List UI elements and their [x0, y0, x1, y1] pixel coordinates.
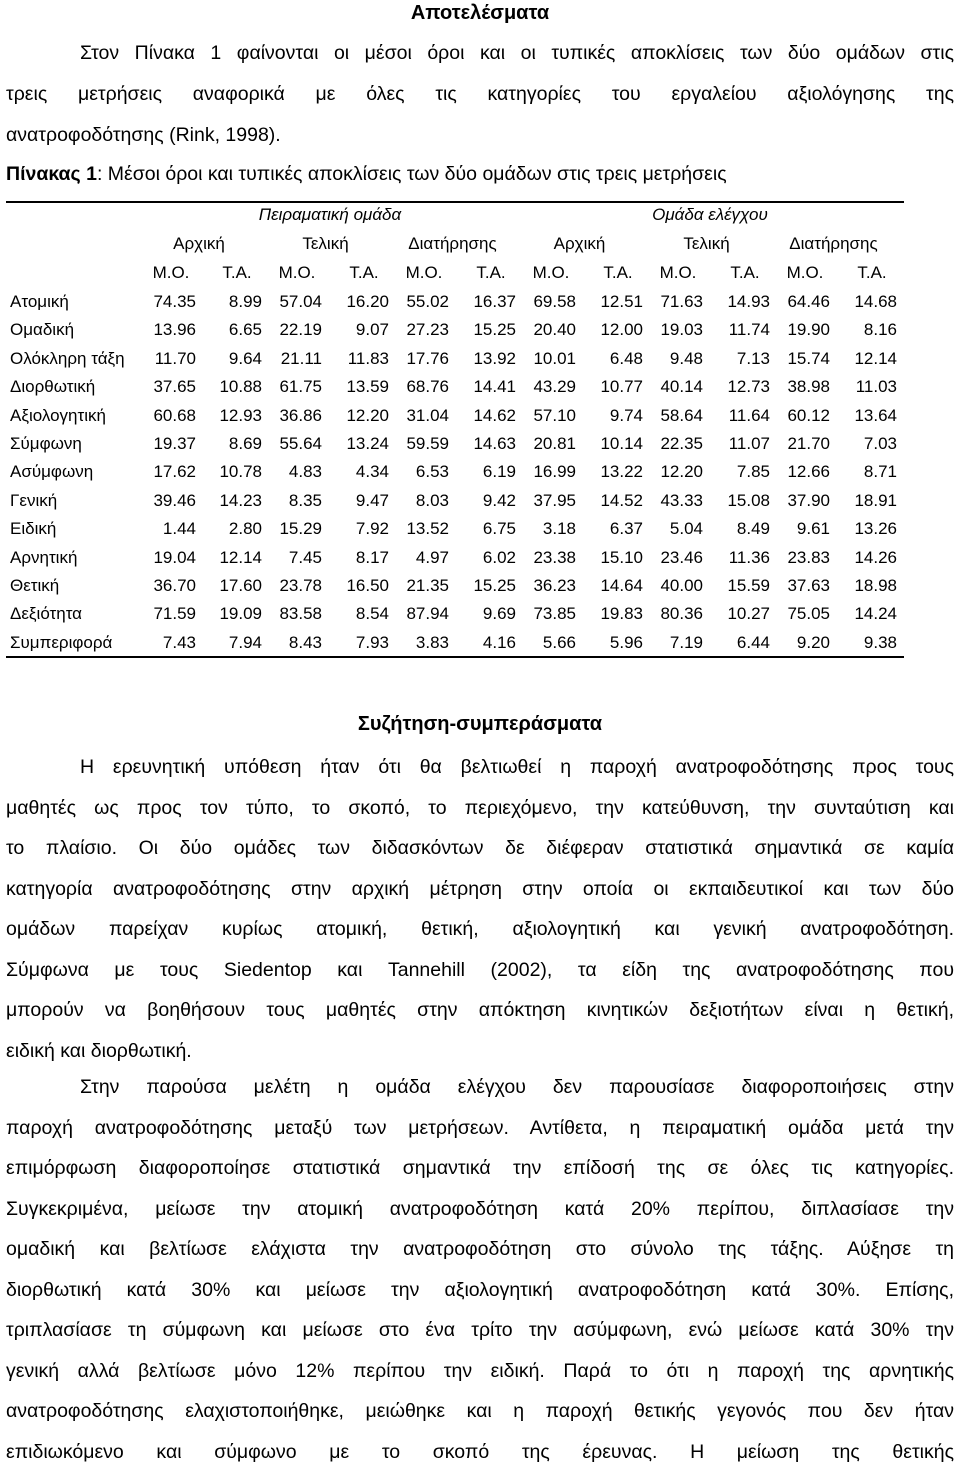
- table-cell: 16.99: [533, 462, 576, 482]
- table-cell: 6.19: [482, 462, 516, 482]
- table-top-rule: [6, 201, 904, 203]
- stat-header: Τ.Α.: [349, 263, 379, 282]
- phase-header: Τελική: [302, 234, 349, 253]
- table-cell: 18.91: [854, 490, 897, 510]
- table-cell: 38.98: [787, 377, 830, 397]
- table-cell: 9.07: [355, 320, 389, 340]
- table-cell: 37.95: [533, 490, 576, 510]
- table-cell: 4.97: [415, 547, 449, 567]
- table-cell: 12.93: [219, 405, 262, 425]
- table-cell: 60.68: [153, 405, 196, 425]
- discussion-p1-line: το πλαίσιο. Οι δύο ομάδες των διδασκόντων δε διέφεραν στατιστικά σημαντικά σε καμία: [6, 837, 954, 859]
- table-cell: 7.03: [863, 434, 897, 453]
- table-cell: 36.23: [533, 576, 576, 595]
- table-cell: 8.99: [228, 292, 262, 311]
- table-cell: 10.14: [600, 434, 643, 453]
- table-cell: 9.47: [355, 490, 389, 510]
- table-cell: 19.03: [660, 320, 703, 340]
- table-cell: 6.53: [415, 462, 449, 482]
- table-cell: 43.29: [533, 377, 576, 397]
- table-cell: 10.88: [219, 377, 262, 397]
- table-cell: 9.69: [482, 604, 516, 624]
- intro-line: τρεις μετρήσεις αναφορικά με όλες τις κατηγορίες του εργαλείου αξιολόγησης της: [6, 83, 954, 105]
- table-cell: 21.35: [406, 576, 449, 595]
- table-cell: 15.29: [279, 519, 322, 539]
- table-cell: 12.20: [346, 405, 389, 425]
- table-cell: 22.19: [279, 320, 322, 340]
- table-cell: 73.85: [533, 604, 576, 624]
- table-cell: 68.76: [406, 377, 449, 397]
- phase-header: Αρχική: [173, 234, 225, 253]
- discussion-p2-line: παροχή ανατροφοδότησης μεταξύ των μετρήσεων. Αντίθετα, η πειραματική ομάδα μετά την: [6, 1116, 954, 1139]
- table-cell: 8.69: [228, 434, 262, 453]
- discussion-p1-line: ειδική και διορθωτική.: [6, 1039, 192, 1062]
- row-label: Αξιολογητική: [10, 405, 106, 425]
- table-cell: 21.70: [787, 434, 830, 453]
- intro-line: Στον Πίνακα 1 φαίνονται οι μέσοι όροι και οι τυπικές αποκλίσεις των δύο ομάδων στις: [80, 42, 954, 64]
- table-cell: 59.59: [406, 434, 449, 453]
- discussion-p1-line: κατηγορία ανατροφοδότησης στην αρχική μέτρηση στην οποία οι εκπαιδευτικοί και των δύο: [6, 877, 954, 900]
- table-cell: 13.92: [473, 348, 516, 368]
- table-cell: 22.35: [660, 434, 703, 453]
- discussion-p2-line: ομαδική και βελτίωσε ελάχιστα την ανατροφοδότηση στο σύνολο της τάξης. Αύξησε τη: [6, 1238, 954, 1260]
- row-label: Δεξιότητα: [10, 604, 83, 624]
- phase-header: Αρχική: [553, 234, 606, 253]
- table-cell: 16.20: [346, 292, 389, 311]
- table-cell: 14.26: [854, 547, 897, 567]
- table-cell: 13.22: [600, 462, 643, 482]
- table-cell: 19.04: [153, 547, 196, 567]
- table-cell: 8.54: [355, 604, 389, 624]
- table-cell: 15.74: [787, 348, 830, 368]
- table-cell: 61.75: [279, 377, 322, 397]
- discussion-p1-line: μπορούν να βοηθήσουν τους μαθητές στην απόκτηση κινητικών δεξιοτήτων είναι η θετική,: [6, 999, 954, 1021]
- discussion-p1-line: ομάδων παρείχαν κυρίως ατομική, θετική, αξιολογητική και γενική ανατροφοδότηση.: [6, 918, 954, 940]
- table-cell: 15.10: [600, 547, 643, 567]
- table-cell: 11.70: [154, 348, 196, 368]
- discussion-p2-line: Στην παρούσα μελέτη η ομάδα ελέγχου δεν παρουσίασε διαφοροποιήσεις στην: [80, 1076, 954, 1098]
- table-cell: 6.75: [482, 519, 516, 539]
- stat-header: Μ.Ο.: [659, 263, 697, 282]
- table-cell: 6.48: [609, 348, 643, 368]
- table-cell: 12.20: [660, 462, 703, 482]
- table-cell: 9.61: [796, 519, 830, 539]
- row-label: Συμπεριφορά: [10, 632, 113, 652]
- table-cell: 16.37: [473, 292, 516, 311]
- table-cell: 19.90: [787, 320, 830, 340]
- table-cell: 11.36: [728, 547, 770, 567]
- table-cell: 8.16: [863, 320, 897, 340]
- discussion-title: Συζήτηση-συμπεράσματα: [357, 713, 603, 735]
- table-cell: 14.52: [600, 490, 643, 510]
- discussion-p2-line: Συγκεκριμένα, μείωσε την ατομική ανατροφοδότηση κατά 20% περίπου, διπλασίασε την: [6, 1197, 954, 1220]
- discussion-p2-line: ανατροφοδότησης ελαχιστοποιήθηκε, μειώθηκε και η παροχή θετικής γεγονός που δεν ήταν: [6, 1400, 954, 1422]
- table-cell: 15.59: [727, 576, 770, 595]
- table-cell: 80.36: [660, 604, 703, 624]
- table-cell: 2.80: [228, 519, 262, 539]
- table-cell: 1.44: [162, 519, 196, 539]
- row-label: Ομαδική: [10, 320, 75, 340]
- table-cell: 8.71: [863, 462, 897, 482]
- table-cell: 17.76: [406, 348, 449, 368]
- table-cell: 10.27: [727, 604, 770, 624]
- stat-header: Τ.Α.: [222, 263, 252, 282]
- table-cell: 17.60: [219, 576, 262, 595]
- table-cell: 19.83: [600, 604, 643, 624]
- table-cell: 37.65: [153, 377, 196, 397]
- table-cell: 9.42: [482, 490, 516, 510]
- table-cell: 8.17: [355, 547, 389, 567]
- row-label: Γενική: [10, 490, 58, 510]
- table-cell: 71.59: [153, 604, 196, 624]
- table-cell: 9.20: [796, 632, 830, 652]
- table-cell: 19.37: [153, 434, 196, 453]
- table-cell: 4.16: [482, 632, 516, 652]
- table-cell: 57.10: [533, 405, 576, 425]
- discussion-p1-line: Η ερευνητική υπόθεση ήταν ότι θα βελτιωθεί η παροχή ανατροφοδότησης προς τους: [80, 756, 954, 778]
- discussion-p2-line: επιδιωκόμενο και σύμφωνο με το σκοπό της έρευνας. Η μείωση της θετικής: [6, 1440, 954, 1463]
- table-cell: 23.78: [279, 576, 322, 595]
- table-cell: 11.74: [728, 320, 770, 340]
- table-cell: 14.23: [219, 490, 262, 510]
- table-cell: 9.48: [669, 348, 703, 368]
- table-cell: 8.43: [288, 632, 322, 652]
- table-cell: 7.92: [355, 519, 389, 539]
- table-cell: 17.62: [153, 462, 196, 482]
- table-cell: 13.64: [854, 405, 897, 425]
- phase-header: Διατήρησης: [408, 234, 497, 253]
- table-cell: 13.96: [153, 320, 196, 340]
- discussion-p2-line: γενική αλλά βελτίωσε μόνο 12% περίπου την ειδική. Παρά το ότι η παροχή της αρνητικής: [6, 1359, 954, 1382]
- row-label: Θετική: [10, 576, 60, 595]
- table-cell: 9.38: [863, 632, 897, 652]
- table-cell: 12.66: [787, 462, 830, 482]
- stat-header: Μ.Ο.: [405, 263, 443, 282]
- table-cell: 64.46: [787, 292, 830, 311]
- table-cell: 12.51: [600, 292, 643, 311]
- table-cell: 14.68: [854, 292, 897, 311]
- table-cell: 15.25: [473, 320, 516, 340]
- table-cell: 12.00: [600, 320, 643, 340]
- table-cell: 14.63: [473, 434, 516, 453]
- table-cell: 18.98: [854, 576, 897, 595]
- table-cell: 5.04: [669, 519, 703, 539]
- table-cell: 6.02: [482, 547, 516, 567]
- row-label: Σύμφωνη: [10, 434, 82, 453]
- table-cell: 55.02: [406, 292, 449, 311]
- table-cell: 14.41: [473, 377, 516, 397]
- table-cell: 36.70: [153, 576, 196, 595]
- results-title: Αποτελέσματα: [410, 2, 550, 24]
- row-label: Διορθωτική: [10, 377, 96, 397]
- table-cell: 11.03: [855, 377, 897, 397]
- phase-header: Διατήρησης: [789, 234, 878, 253]
- table-cell: 16.50: [346, 576, 389, 595]
- group-header-control: Ομάδα ελέγχου: [652, 205, 768, 224]
- group-header-experimental: Πειραματική ομάδα: [258, 205, 402, 224]
- table-cell: 23.38: [533, 547, 576, 567]
- table-cell: 11.64: [728, 405, 770, 425]
- table-cell: 69.58: [533, 292, 576, 311]
- table-cell: 75.05: [787, 604, 830, 624]
- table-caption: [6, 160, 954, 188]
- table-cell: 57.04: [279, 292, 322, 311]
- table-cell: 7.94: [228, 632, 262, 652]
- table-cell: 9.64: [228, 348, 262, 368]
- table-cell: 15.25: [473, 576, 516, 595]
- table-caption-label: Πίνακας 1: [6, 163, 97, 185]
- table-cell: 8.35: [288, 490, 322, 510]
- table-cell: 39.46: [153, 490, 196, 510]
- table-cell: 40.00: [660, 576, 703, 595]
- stat-header: Μ.Ο.: [152, 263, 190, 282]
- stat-header: Τ.Α.: [857, 263, 887, 282]
- intro-line: ανατροφοδότησης (Rink, 1998).: [6, 124, 281, 146]
- table-cell: 13.24: [346, 434, 389, 453]
- discussion-p2-line: διορθωτική κατά 30% και μείωσε την αξιολογητική ανατροφοδότηση κατά 30%. Επίσης,: [6, 1278, 954, 1301]
- table-cell: 7.45: [288, 547, 322, 567]
- table-cell: 10.78: [219, 462, 262, 482]
- table-cell: 7.85: [736, 462, 770, 482]
- table-cell: 6.37: [609, 519, 643, 539]
- table-cell: 14.62: [473, 405, 516, 425]
- table-cell: 12.14: [219, 547, 262, 567]
- table-cell: 58.64: [660, 405, 703, 425]
- row-label: Ειδική: [10, 519, 57, 539]
- discussion-p2-line: επιμόρφωση διαφοροποίησε στατιστικά σημαντικά την επίδοσή της σε όλες τις κατηγορίες.: [6, 1157, 954, 1179]
- table-cell: 5.96: [609, 632, 643, 652]
- table-bottom-rule: [6, 656, 904, 658]
- row-label: Ολόκληρη τάξη: [10, 348, 125, 368]
- table-cell: 7.43: [162, 632, 196, 652]
- table-cell: 19.09: [219, 604, 262, 624]
- table-cell: 11.83: [347, 348, 389, 368]
- table-cell: 7.13: [736, 348, 770, 368]
- table-cell: 40.14: [660, 377, 703, 397]
- table-cell: 14.64: [600, 576, 643, 595]
- stat-header: Τ.Α.: [603, 263, 633, 282]
- table-cell: 6.65: [228, 320, 262, 340]
- stat-header: Μ.Ο.: [278, 263, 316, 282]
- table-cell: 4.83: [288, 462, 322, 482]
- table-cell: 5.66: [542, 632, 576, 652]
- table-cell: 10.01: [533, 348, 576, 368]
- table-cell: 13.59: [346, 377, 389, 397]
- table-cell: 13.52: [406, 519, 449, 539]
- discussion-p1-line: μαθητές ως προς τον τύπο, το σκοπό, το περιεχόμενο, την κατεύθυνση, την συνταύτιση και: [6, 796, 954, 819]
- table-cell: 21.11: [280, 348, 322, 368]
- table-cell: 43.33: [660, 490, 703, 510]
- table-cell: 3.18: [542, 519, 576, 539]
- row-label: Αρνητική: [10, 547, 78, 567]
- table-cell: 27.23: [406, 320, 449, 340]
- stat-header: Μ.Ο.: [786, 263, 824, 282]
- table-cell: 14.24: [854, 604, 897, 624]
- table-cell: 71.63: [660, 292, 703, 311]
- table-cell: 7.93: [355, 632, 389, 652]
- discussion-p2-line: τριπλασίασε τη σύμφωνη και μείωσε στο ένα τρίτο την ασύμφωνη, ενώ μείωσε κατά 30% την: [6, 1319, 954, 1341]
- table-cell: 12.14: [854, 348, 897, 368]
- table-cell: 36.86: [279, 405, 322, 425]
- table-cell: 9.74: [609, 405, 643, 425]
- stat-header: Μ.Ο.: [532, 263, 570, 282]
- row-label: Ασύμφωνη: [10, 462, 94, 482]
- table-cell: 20.40: [533, 320, 576, 340]
- discussion-p1-line: Σύμφωνα με τους Siedentop και Tannehill (2002), τα είδη της ανατροφοδότησης που: [6, 958, 954, 981]
- table-cell: 3.83: [415, 632, 449, 652]
- table-cell: 13.26: [854, 519, 897, 539]
- table-cell: 10.77: [600, 377, 643, 397]
- stat-header: Τ.Α.: [476, 263, 506, 282]
- table-cell: 31.04: [406, 405, 449, 425]
- table-cell: 74.35: [153, 292, 196, 311]
- phase-header: Τελική: [683, 234, 730, 253]
- table-cell: 14.93: [727, 292, 770, 311]
- stat-header: Τ.Α.: [730, 263, 760, 282]
- table-cell: 23.83: [787, 547, 830, 567]
- table-cell: 8.03: [415, 490, 449, 510]
- table-cell: 20.81: [533, 434, 576, 453]
- table-cell: 60.12: [787, 405, 830, 425]
- table-cell: 12.73: [727, 377, 770, 397]
- table-cell: 37.63: [787, 576, 830, 595]
- table-cell: 83.58: [279, 604, 322, 624]
- table-cell: 6.44: [736, 632, 770, 652]
- table-cell: 11.07: [728, 434, 770, 453]
- table-cell: 23.46: [660, 547, 703, 567]
- table-caption-text: : Μέσοι όροι και τυπικές αποκλίσεις των δύο ομάδων στις τρεις μετρήσεις: [96, 163, 727, 185]
- table-cell: 8.49: [736, 519, 770, 539]
- table-cell: 15.08: [727, 490, 770, 510]
- table-cell: 4.34: [355, 462, 389, 482]
- table-cell: 37.90: [787, 490, 830, 510]
- row-label: Ατομική: [10, 292, 69, 311]
- table-cell: 7.19: [669, 632, 703, 652]
- table-cell: 55.64: [279, 434, 322, 453]
- table-cell: 87.94: [406, 604, 449, 624]
